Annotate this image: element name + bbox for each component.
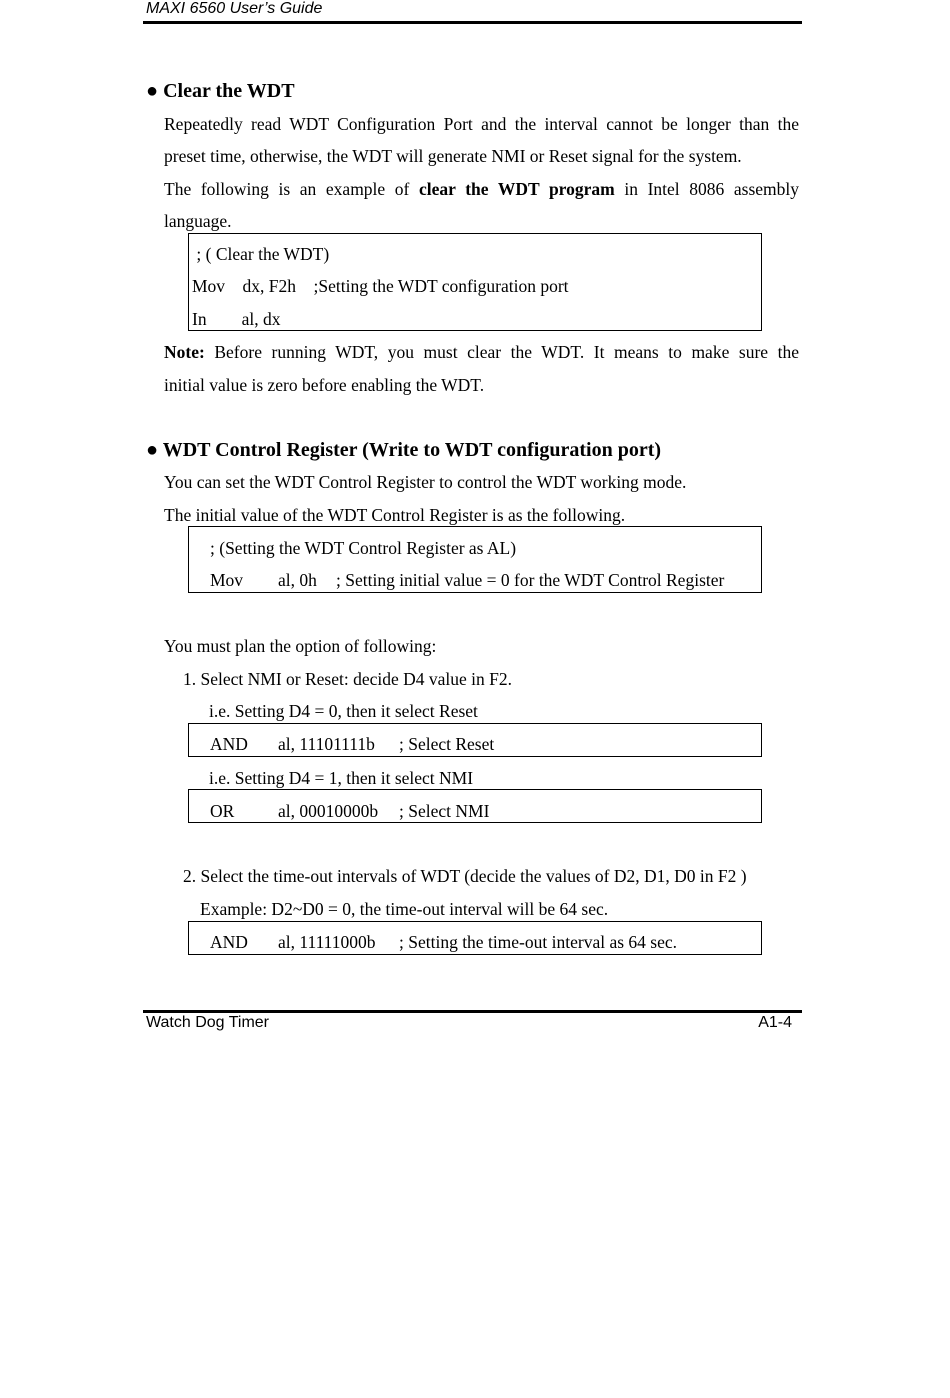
header-rule: [143, 21, 802, 24]
note-text: Before running WDT, you must clear the WDT. It means to make sure the: [204, 342, 799, 362]
paragraph-example-intro: [164, 179, 799, 200]
code-note: ; Setting the time-out interval as 64 sec.: [399, 932, 677, 952]
code-op: Mov: [210, 570, 244, 590]
code-op: AND: [210, 734, 248, 754]
footer-chapter: Watch Dog Timer: [146, 1014, 269, 1031]
code-args: al, 00010000b: [278, 801, 379, 821]
list-item: 1. Select NMI or Reset: decide D4 value in F2.: [183, 669, 513, 689]
code-args: al, 11111000b: [278, 932, 376, 952]
example-line: i.e. Setting D4 = 0, then it select Reset: [209, 701, 478, 721]
code-comment: ; (Setting the WDT Control Register as AL): [210, 538, 517, 558]
paragraph-line: initial value is zero before enabling the WDT.: [164, 375, 485, 395]
code-args: al, 11101111b: [278, 734, 375, 754]
footer-page-number: A1-4: [758, 1014, 792, 1031]
footer-rule: [143, 1010, 802, 1013]
code-line: Mov dx, F2h ;Setting the WDT configuration port: [192, 276, 569, 296]
code-args: al, 0h: [278, 570, 317, 590]
note-paragraph: [164, 342, 799, 363]
paragraph-line: preset time, otherwise, the WDT will generate NMI or Reset signal for the system.: [164, 146, 742, 166]
section-heading-control-register: ● WDT Control Register (Write to WDT configuration port): [146, 439, 662, 461]
paragraph-text: in Intel 8086 assembly: [614, 179, 800, 199]
paragraph-line: Repeatedly read WDT Configuration Port and the interval cannot be longer than the: [164, 114, 799, 134]
code-line: ; ( Clear the WDT): [192, 244, 330, 264]
code-line: In al, dx: [192, 309, 281, 329]
paragraph-line: The initial value of the WDT Control Register is as the following.: [164, 505, 626, 525]
example-line: i.e. Setting D4 = 1, then it select NMI: [209, 768, 474, 788]
paragraph-text: The following is an example of: [164, 179, 419, 199]
code-note: ; Select NMI: [399, 801, 490, 821]
note-label: Note:: [164, 342, 205, 362]
running-head: MAXI 6560 User’s Guide: [146, 0, 323, 17]
paragraph-line: language.: [164, 211, 232, 231]
code-note: ; Select Reset: [399, 734, 495, 754]
paragraph-line: You can set the WDT Control Register to control the WDT working mode.: [164, 472, 687, 492]
code-op: AND: [210, 932, 248, 952]
bold-term: clear the WDT program: [419, 179, 615, 199]
code-op: OR: [210, 801, 235, 821]
example-line: Example: D2~D0 = 0, the time-out interval will be 64 sec.: [200, 899, 609, 919]
code-note: ; Setting initial value = 0 for the WDT Control Register: [336, 570, 725, 590]
paragraph-line: You must plan the option of following:: [164, 636, 437, 656]
list-item: 2. Select the time-out intervals of WDT (decide the values of D2, D1, D0 in F2 ): [183, 866, 747, 886]
section-heading-clear-wdt: ● Clear the WDT: [146, 80, 295, 102]
